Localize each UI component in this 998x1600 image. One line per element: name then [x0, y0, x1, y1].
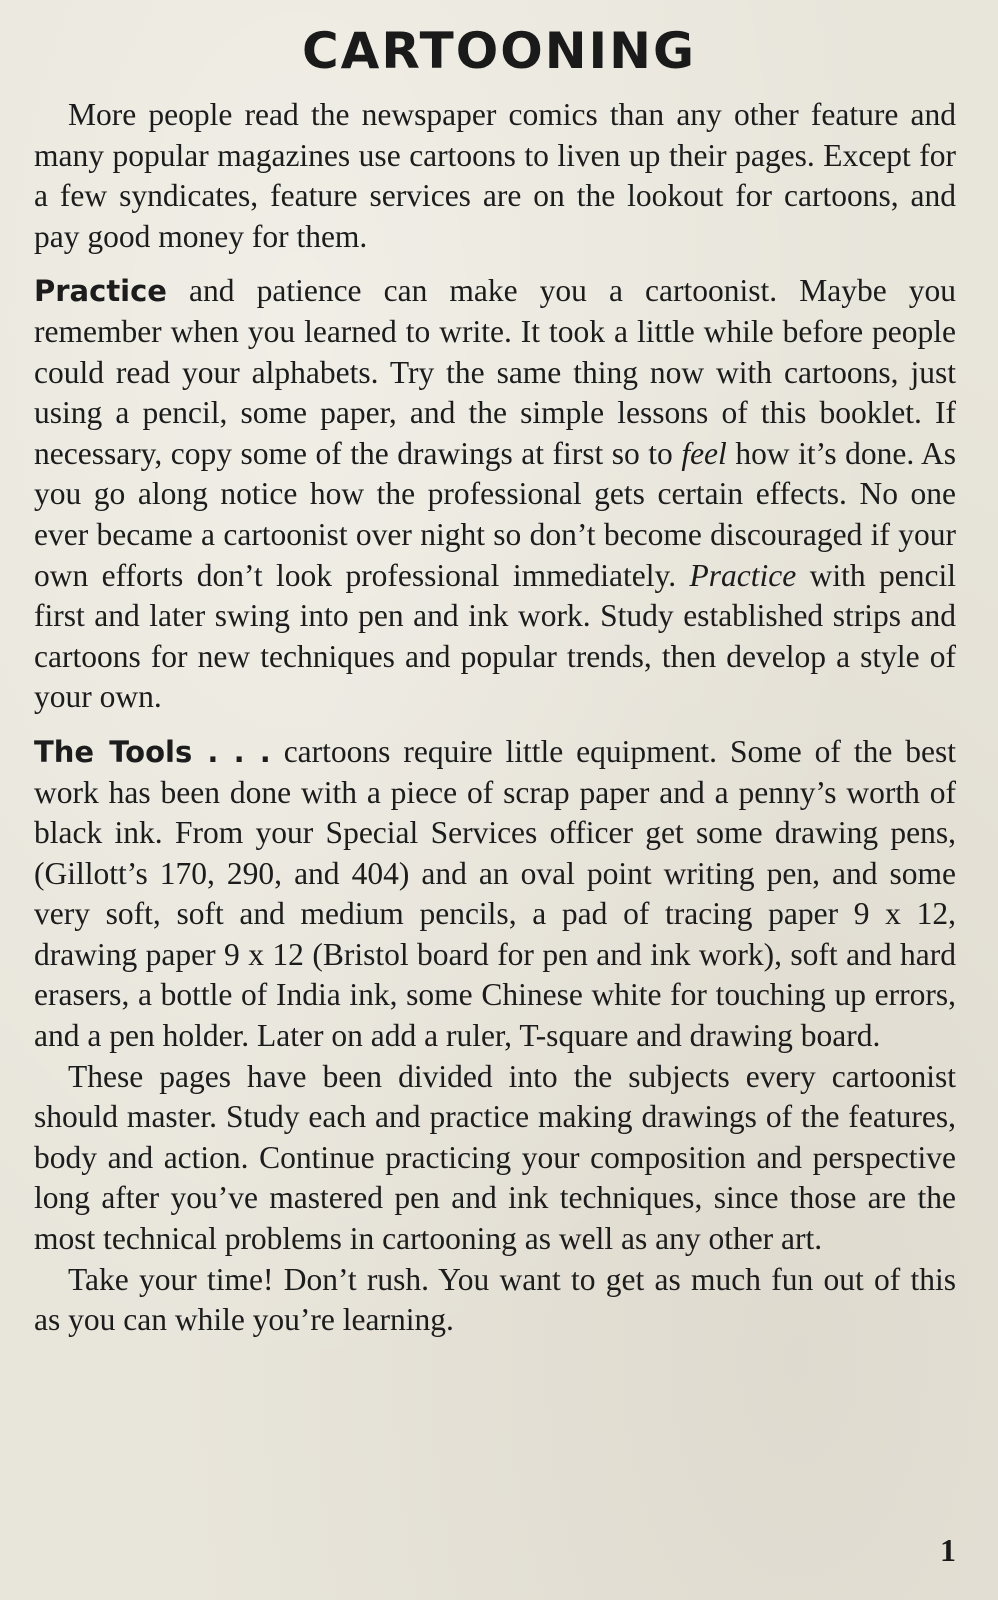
- practice-text-a: and patience can make you a cartoonist. Maybe you remember when you learned to write. It took a little while before people could read your alphabets. Try the same thing now with cartoons, just using a pencil, some paper, and the simple lessons of this booklet. If necessary, copy some of the drawings at first so to: [34, 273, 956, 471]
- paragraph-subjects: These pages have been divided into the subjects every cartoonist should master. Study each and practice making drawings of the features, body and action. Continue practicing your composition and perspective long after you’ve mastered pen and ink techniques, since those are the most technical problems in cartooning as well as any other art.: [34, 1058, 956, 1257]
- practice-text-c: with pencil first and later swing into pen and ink work. Study established strips and cartoons for new techniques and popular trends, then develop a style of your own.: [34, 557, 957, 715]
- paragraph-intro: More people read the newspaper comics than any other feature and many popular magazines use cartoons to liven up their pages. Except for a few syndicates, feature services are on the lookout for cartoons, and pay good money for them.: [34, 97, 956, 254]
- page-number: 1: [940, 1532, 956, 1568]
- paragraph-practice: [34, 271, 956, 718]
- emphasis-feel: feel: [681, 435, 727, 471]
- emphasis-practice: Practice: [689, 557, 797, 593]
- page-title: CARTOONING: [301, 22, 697, 80]
- tools-text: cartoons require little equipment. Some of the best work has been done with a piece of scrap paper and a penny’s worth of black ink. From your Special Services officer get some drawing pens, (Gillott’s 170, 290, and 404) and an oval point writing pen, and some very soft, soft and medium pencils, a pad of tracing paper 9 x 12, drawing paper 9 x 12 (Bristol board for pen and ink work), soft and hard erasers, a bottle of India ink, some Chinese white for touching up errors, and a pen holder. Later on add a ruler, T-square and drawing board.: [34, 733, 956, 1054]
- paragraph-tools: [34, 732, 956, 1057]
- practice-lead: Practice: [34, 274, 167, 309]
- paragraph-take-your-time: Take your time! Don’t rush. You want to get as much fun out of this as you can while you’re learning.: [34, 1261, 956, 1338]
- practice-text-b: how it’s done. As you go along notice how the professional gets certain effects. No one ever became a cartoonist over night so don’t become discouraged if your own efforts don’t look professional immediately.: [34, 435, 956, 593]
- tools-lead: The Tools . . .: [34, 734, 271, 769]
- body-text: [34, 95, 956, 1341]
